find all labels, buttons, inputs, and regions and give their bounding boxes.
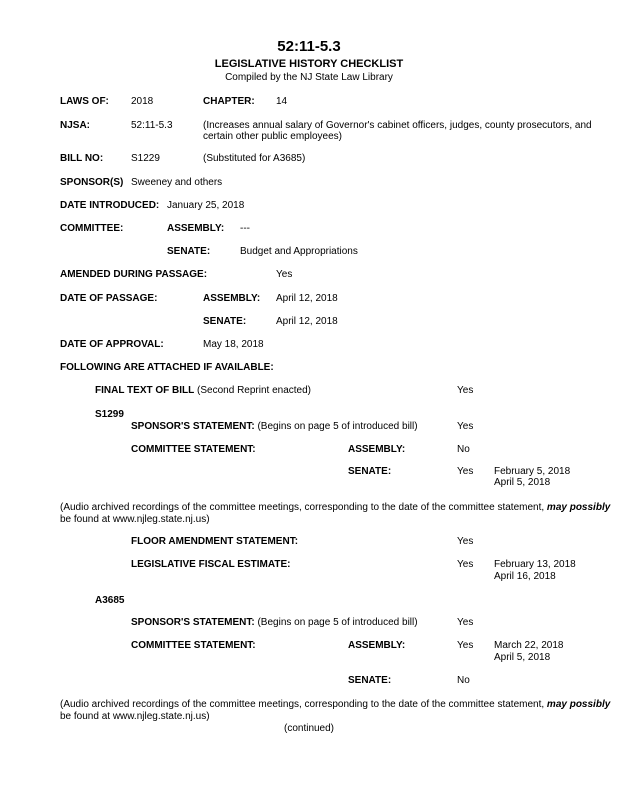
final-text-label — [95, 385, 311, 396]
s-sponsor-statement-rest: (Begins on page 5 of introduced bill) — [257, 421, 418, 432]
s-committee-senate-label: SENATE: — [348, 466, 392, 477]
a-sponsor-statement-value: Yes — [457, 617, 474, 628]
audio-note-1-pre: (Audio archived recordings of the committee meetings, corresponding to the date of the committee statement, — [60, 502, 545, 513]
final-text-label-bold: FINAL TEXT OF BILL — [95, 385, 195, 396]
s-floor-amendment-label: FLOOR AMENDMENT STATEMENT: — [131, 536, 299, 547]
a-committee-senate-value: No — [457, 675, 470, 686]
continued-note: (continued) — [283, 723, 335, 734]
s-fiscal-estimate-date1: February 13, 2018 — [494, 559, 576, 570]
date-introduced-value: January 25, 2018 — [167, 200, 245, 211]
s-bill-id: S1299 — [95, 409, 124, 420]
s-floor-amendment-value: Yes — [457, 536, 474, 547]
njsa-label: NJSA: — [60, 120, 91, 131]
s-sponsor-statement-bold: SPONSOR'S STATEMENT: — [131, 421, 255, 432]
s-fiscal-estimate-date2: April 16, 2018 — [494, 571, 556, 582]
audio-note-1-emph: may possibly — [546, 502, 611, 513]
passage-senate-label: SENATE: — [203, 316, 247, 327]
attached-header: FOLLOWING ARE ATTACHED IF AVAILABLE: — [60, 362, 274, 373]
final-text-label-rest: (Second Reprint enacted) — [197, 385, 312, 396]
a-committee-assembly-value: Yes — [457, 640, 474, 651]
bill-no-label: BILL NO: — [60, 153, 104, 164]
amended-value: Yes — [276, 269, 293, 280]
a-sponsor-statement-label — [131, 617, 418, 628]
a-committee-assembly-date2: April 5, 2018 — [494, 652, 551, 663]
audio-note-1-line-1 — [60, 502, 610, 513]
bill-no-note: (Substituted for A3685) — [203, 153, 306, 164]
s-committee-statement-label: COMMITTEE STATEMENT: — [131, 444, 256, 455]
bill-no-value: S1229 — [131, 153, 160, 164]
chapter-label: CHAPTER: — [203, 96, 255, 107]
s-sponsor-statement-label — [131, 421, 418, 432]
s-committee-assembly-value: No — [457, 444, 470, 455]
s-committee-assembly-label: ASSEMBLY: — [348, 444, 406, 455]
audio-note-2-line-1 — [60, 699, 610, 710]
amended-label: AMENDED DURING PASSAGE: — [60, 269, 208, 280]
a-bill-id: A3685 — [95, 595, 125, 606]
passage-assembly-value: April 12, 2018 — [276, 293, 338, 304]
chapter-value: 14 — [276, 96, 288, 107]
a-committee-statement-label: COMMITTEE STATEMENT: — [131, 640, 256, 651]
njsa-description: (Increases annual salary of Governor's cabinet officers, judges, county prosecutors, and certain other public employees) — [203, 120, 592, 142]
date-introduced-label: DATE INTRODUCED: — [60, 200, 160, 211]
committee-assembly-value: --- — [240, 223, 250, 234]
committee-assembly-label: ASSEMBLY: — [167, 223, 225, 234]
sponsors-label: SPONSOR(S) — [60, 177, 124, 188]
s-committee-senate-value: Yes — [457, 466, 474, 477]
a-committee-senate-label: SENATE: — [348, 675, 392, 686]
s-committee-senate-date2: April 5, 2018 — [494, 477, 551, 488]
s-committee-senate-date1: February 5, 2018 — [494, 466, 571, 477]
passage-label: DATE OF PASSAGE: — [60, 293, 158, 304]
final-text-value: Yes — [457, 385, 474, 396]
s-sponsor-statement-value: Yes — [457, 421, 474, 432]
a-sponsor-statement-rest: (Begins on page 5 of introduced bill) — [257, 617, 418, 628]
audio-note-2-pre: (Audio archived recordings of the committee meetings, corresponding to the date of the committee statement, — [60, 699, 545, 710]
audio-note-2-emph: may possibly — [546, 699, 611, 710]
a-sponsor-statement-bold: SPONSOR'S STATEMENT: — [131, 617, 255, 628]
committee-label: COMMITTEE: — [60, 223, 124, 234]
committee-senate-label: SENATE: — [167, 246, 211, 257]
committee-senate-value: Budget and Appropriations — [240, 246, 358, 257]
s-fiscal-estimate-value: Yes — [457, 559, 474, 570]
laws-of-label: LAWS OF: — [60, 96, 109, 107]
passage-assembly-label: ASSEMBLY: — [203, 293, 261, 304]
approval-label: DATE OF APPROVAL: — [60, 339, 164, 350]
a-committee-assembly-date1: March 22, 2018 — [494, 640, 564, 651]
document-title: LEGISLATIVE HISTORY CHECKLIST — [214, 58, 404, 70]
document-subtitle: Compiled by the NJ State Law Library — [225, 72, 393, 83]
s-fiscal-estimate-label: LEGISLATIVE FISCAL ESTIMATE: — [131, 559, 291, 570]
passage-senate-value: April 12, 2018 — [276, 316, 338, 327]
document-code: 52:11-5.3 — [277, 38, 341, 55]
sponsors-value: Sweeney and others — [131, 177, 223, 188]
laws-of-value: 2018 — [131, 96, 154, 107]
audio-note-2-post: be found at www.njleg.state.nj.us) — [60, 711, 210, 722]
approval-value: May 18, 2018 — [203, 339, 264, 350]
a-committee-assembly-label: ASSEMBLY: — [348, 640, 406, 651]
njsa-value: 52:11-5.3 — [131, 120, 173, 131]
audio-note-1-post: be found at www.njleg.state.nj.us) — [60, 514, 210, 525]
